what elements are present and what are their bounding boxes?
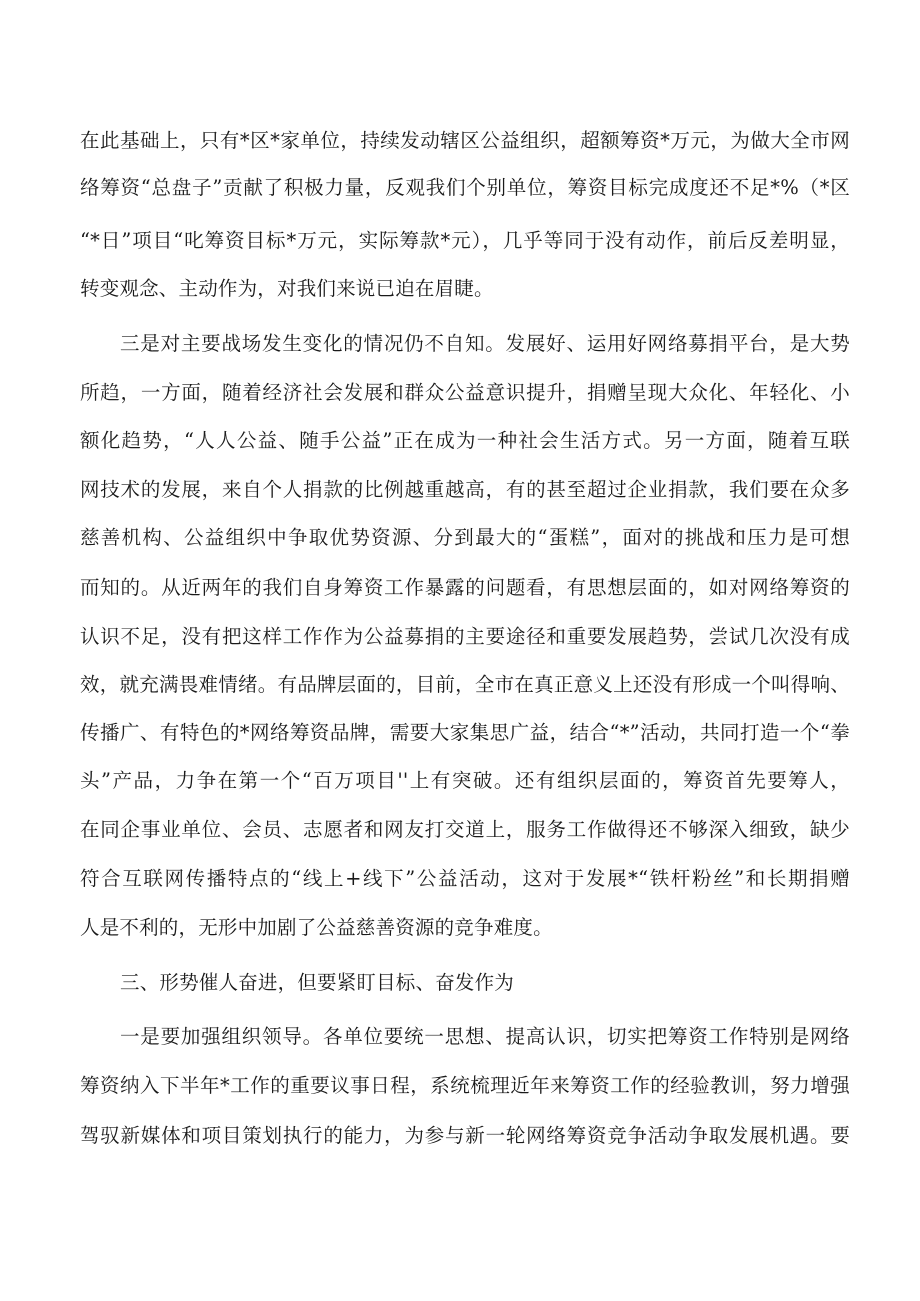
p4-line-3: 驾驭新媒体和项目策划执行的能力，为参与新一轮网络筹资竞争活动争取发展机遇。要 xyxy=(80,1124,850,1147)
p2-line-4: 网技术的发展，来自个人捐款的比例越重越高，有的甚至超过企业捐款，我们要在众多 xyxy=(80,478,850,501)
p2-line-7: 认识不足，没有把这样工作作为公益募捐的主要途径和重要发展趋势，尝试几次没有成 xyxy=(80,625,850,648)
p2-line-3: 额化趋势，“人人公益、随手公益”正在成为一种社会生活方式。另一方面，随着互联 xyxy=(80,429,850,452)
p2-line-13: 人是不利的，无形中加剧了公益慈善资源的竞争难度。 xyxy=(80,916,553,939)
p1-line-2: 络筹资“总盘子”贡献了积极力量，反观我们个别单位，筹资目标完成度还不足*%（*区 xyxy=(80,176,850,199)
p2-line-11: 在同企事业单位、会员、志愿者和网友打交道上，服务工作做得还不够深入细致，缺少 xyxy=(80,818,850,841)
p2-line-2: 所趋，一方面，随着经济社会发展和群众公益意识提升，捐赠呈现大众化、年轻化、小 xyxy=(80,381,850,404)
p4-line-2: 筹资纳入下半年*工作的重要议事日程，系统梳理近年来筹资工作的经验教训，努力增强 xyxy=(80,1074,850,1097)
p4-line-1: 一是要加强组织领导。各单位要统一思想、提高认识，切实把筹资工作特别是网络 xyxy=(120,1025,850,1048)
p2-line-10: 头”产品，力争在第一个“百万项目''上有突破。还有组织层面的，筹资首先要筹人， xyxy=(80,769,850,792)
p2-line-6: 而知的。从近两年的我们自身筹资工作暴露的问题看，有思想层面的，如对网络筹资的 xyxy=(80,576,850,599)
p2-line-5: 慈善机构、公益组织中争取优势资源、分到最大的“蛋糕”，面对的挑战和压力是可想 xyxy=(80,526,850,549)
p1-line-4: 转变观念、主动作为，对我们来说已迫在眉睫。 xyxy=(80,277,494,300)
p2-line-8: 效，就充满畏难情绪。有品牌层面的，目前，全市在真正意义上还没有形成一个叫得响、 xyxy=(80,673,850,696)
p2-line-9: 传播广、有特色的*网络筹资品牌，需要大家集思广益，结合“*”活动，共同打造一个“拳 xyxy=(80,721,850,744)
p2-line-1: 三是对主要战场发生变化的情况仍不自知。发展好、运用好网络募捐平台，是大势 xyxy=(120,332,850,355)
section-heading: 三、形势催人奋进，但要紧盯目标、奋发作为 xyxy=(120,971,515,994)
p1-line-3: “*日”项目“叱筹资目标*万元，实际筹款*元），几乎等同于没有动作，前后反差明显， xyxy=(80,229,850,252)
p1-line-1: 在此基础上，只有*区*家单位，持续发动辖区公益组织，超额筹资*万元，为做大全市网 xyxy=(80,129,850,152)
p2-line-12: 符合互联网传播特点的“线上+线下”公益活动，这对于发展*“铁杆粉丝”和长期捐赠 xyxy=(80,867,850,890)
